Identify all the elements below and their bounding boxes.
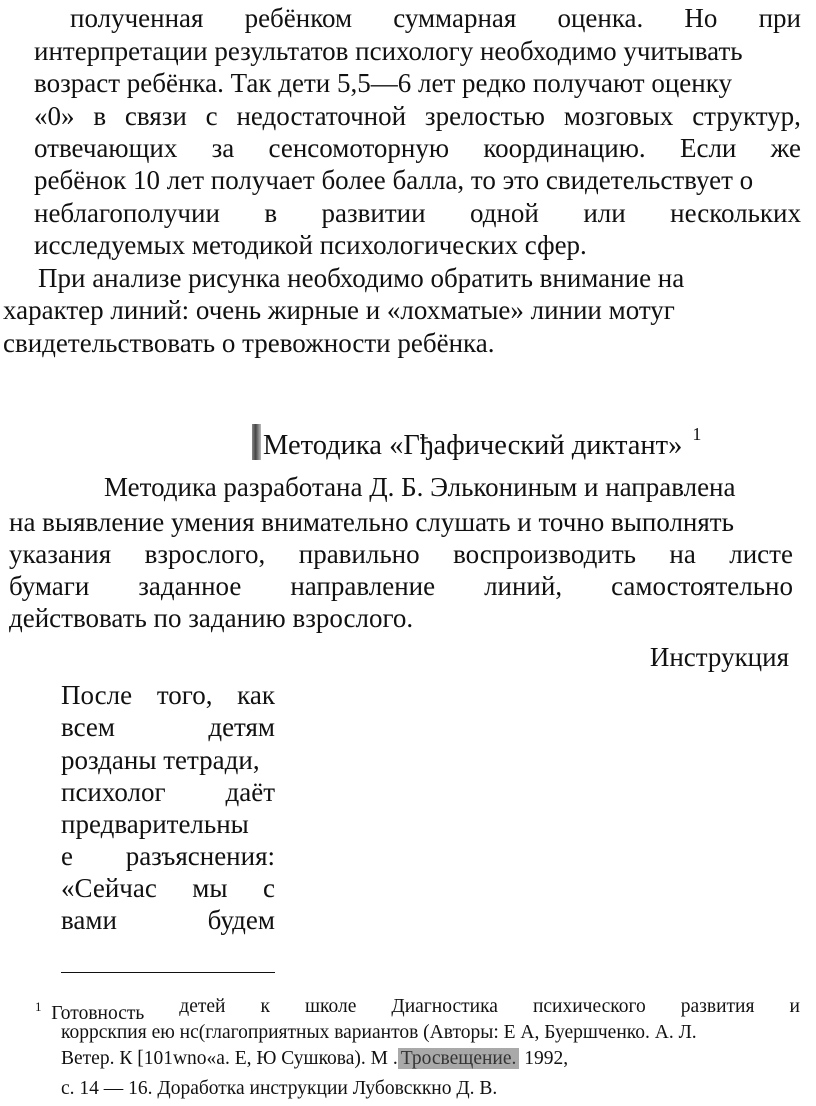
p1-line-7: неблагополучии в развитии одной или нескольких — [34, 198, 801, 228]
p2-line-2: характер линий: очень жирные и «лохматые» линии мотуг — [3, 295, 675, 325]
margin-mark — [252, 424, 261, 460]
col-line-3: розданы тетради, — [61, 745, 260, 775]
footnote-separator — [61, 972, 275, 973]
p3-line-3: указания взрослого, правильно воспроизводить на листе — [9, 539, 793, 569]
col-line-7: «Сейчас мы с — [61, 873, 275, 903]
p1-line-1: полученная ребёнком суммарная оценка. Но при — [70, 3, 801, 33]
p1-line-5: отвечающих за сенсомоторную координацию. Если же — [34, 133, 801, 163]
col-line-6: е разъяснения: — [61, 841, 275, 871]
p1-line-4: «0» в связи с недостаточной зрелостью мозговых структур, — [34, 101, 801, 131]
p1-line-2: интерпретации результатов психологу необходимо учитывать — [34, 36, 743, 66]
footnote-line-3: Ветер. К [101wno«a. Е, Ю Сушкова). М . Тросвещение. 1992, — [61, 1048, 569, 1069]
footnote-line-2: коррскпия ею нс(глагоприятных вариантов (Авторы: Е А, Буершченко. А. Л. — [61, 1022, 697, 1043]
instruction-heading: Инструкция — [649, 642, 789, 672]
p3-line-2: на выявление умения внимательно слушать и точно выполнять — [9, 507, 734, 537]
p2-line-1: При анализе рисунка необходимо обратить внимание на — [38, 263, 685, 293]
p3-line-4: бумаги заданное направление линий, самостоятельно — [9, 571, 793, 601]
p2-line-3: свидетельствовать о тревожности ребёнка. — [3, 328, 495, 358]
highlighted-publisher: Тросвещение. — [398, 1048, 520, 1069]
p3-line-5: действовать по заданию взрослого. — [9, 603, 414, 633]
p1-line-8: исследуемых методикой психологических сфер. — [34, 230, 587, 260]
col-line-4: психолог даёт — [61, 777, 275, 807]
section-title: Методика «Гђафический диктант» — [263, 430, 683, 461]
p1-line-6: ребёнок 10 лет получает более балла, то это свидетельствует о — [34, 165, 754, 195]
col-line-5: предварительны — [61, 809, 249, 839]
footnote-line-4: с. 14 — 16. Доработка инструкции Лубовсккно Д. В. — [61, 1078, 498, 1099]
col-line-2: всем детям — [61, 712, 275, 742]
p3-line-1: Методика разработана Д. Б. Элькониным и направлена — [104, 472, 736, 502]
footnote-mark: 1 — [35, 999, 42, 1014]
footnote-reference: 1 — [692, 424, 702, 444]
col-line-8: вами будем — [61, 905, 275, 935]
p1-line-3: возраст ребёнка. Так дети 5,5—6 лет редко получают оценку — [34, 68, 732, 98]
col-line-1: После того, как — [61, 680, 275, 710]
footnote-line-1: $^1$ Готовность детей к школе Диагностика психического развития и — [35, 996, 800, 1024]
section-heading — [252, 414, 701, 466]
